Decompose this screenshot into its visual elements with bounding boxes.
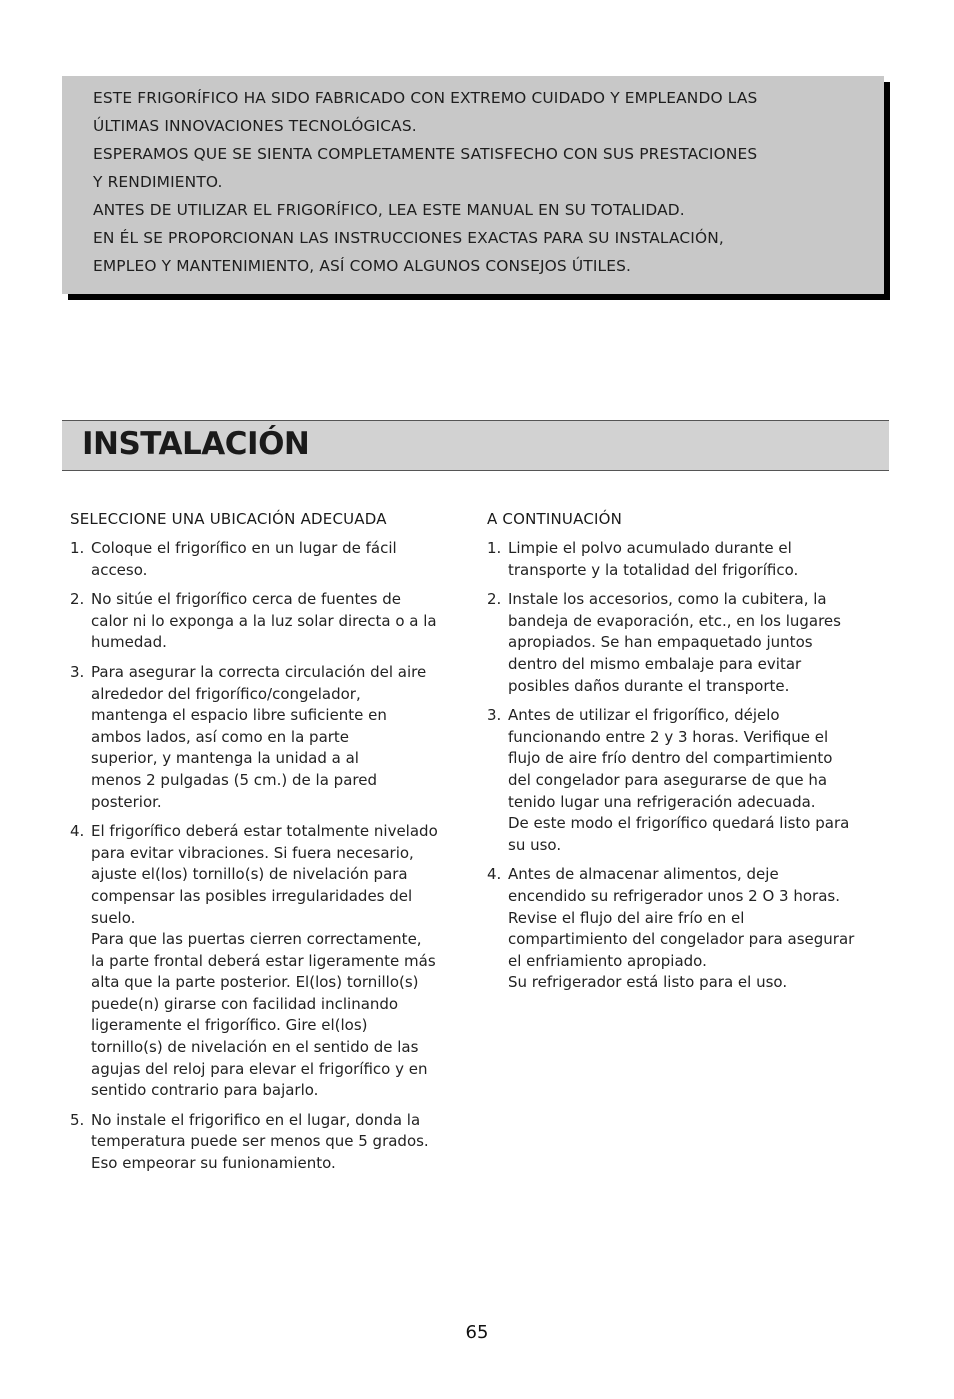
list-item-text: Limpie el polvo acumulado durante el transporte y la totalidad del frigorífico. xyxy=(508,539,799,579)
right-column xyxy=(487,508,879,1002)
intro-line: EMPLEO Y MANTENIMIENTO, ASÍ COMO ALGUNOS CONSEJOS ÚTILES. xyxy=(93,257,632,275)
list-item-number: 4. xyxy=(487,865,502,884)
left-column xyxy=(70,508,462,1183)
section-title: INSTALACIÓN xyxy=(82,426,310,462)
intro-notice-box xyxy=(62,76,884,294)
right-column-heading: A CONTINUACIÓN xyxy=(487,510,623,528)
list-item-number: 3. xyxy=(487,706,502,725)
list-item-number: 1. xyxy=(487,539,502,557)
list-item-text: Antes de almacenar alimentos, deje encendido su refrigerador unos 2 O 3 horas. Revise el flujo del aire frío en el compartimiento del congelador para asegurar el enfriamiento apropiado. Su refrigerador está listo para el uso. xyxy=(508,865,855,992)
intro-line: ÚLTIMAS INNOVACIONES TECNOLÓGICAS. xyxy=(93,117,417,135)
list-item-number: 5. xyxy=(70,1110,85,1129)
list-item xyxy=(487,589,879,697)
list-item xyxy=(487,864,879,994)
intro-line: EN ÉL SE PROPORCIONAN LAS INSTRUCCIONES EXACTAS PARA SU INSTALACIÓN, xyxy=(93,229,724,247)
intro-line: ESTE FRIGORÍFICO HA SIDO FABRICADO CON EXTREMO CUIDADO Y EMPLEANDO LAS xyxy=(93,89,758,107)
list-item-number: 1. xyxy=(70,539,85,557)
intro-line: ANTES DE UTILIZAR EL FRIGORÍFICO, LEA ESTE MANUAL EN SU TOTALIDAD. xyxy=(93,201,685,219)
intro-line: Y RENDIMIENTO. xyxy=(93,173,223,191)
list-item xyxy=(487,705,879,856)
list-item-text: El frigorífico deberá estar totalmente nivelado para evitar vibraciones. Si fuera necesario, ajuste el(los) tornillo(s) de nivelación para compensar las posibles irregularidades del suelo. Para que las puertas cierren correctamente, la parte frontal deberá estar ligeramente más alta que la parte posterior. El(los) tornillo(s) puede(n) girarse con facilidad inclinando ligeramente el frigorífico. Gire el(los) tornillo(s) de nivelación en el sentido de las agujas del reloj para elevar el frigorífico y en sentido contrario para bajarlo. xyxy=(91,822,438,1100)
list-item-text: Coloque el frigorífico en un lugar de fácil acceso. xyxy=(91,539,397,579)
intro-line: ESPERAMOS QUE SE SIENTA COMPLETAMENTE SATISFECHO CON SUS PRESTACIONES xyxy=(93,145,758,163)
left-column-heading: SELECCIONE UNA UBICACIÓN ADECUADA xyxy=(70,510,387,528)
list-item xyxy=(487,538,879,581)
list-item xyxy=(70,538,462,581)
list-item-number: 2. xyxy=(70,590,85,609)
list-item-text: Para asegurar la correcta circulación del aire alrededor del frigorífico/congelador, mantenga el espacio libre suficiente en ambos lados, así como en la parte superior, y mantenga la unidad a al menos 2 pulgadas (5 cm.) de la pared posterior. xyxy=(91,662,427,811)
list-item xyxy=(70,821,462,1102)
list-item-text: Instale los accesorios, como la cubitera, la bandeja de evaporación, etc., en los lugares apropiados. Se han empaquetado juntos dentro del mismo embalaje para evitar posibles daños durante el transporte. xyxy=(508,590,841,695)
list-item-number: 2. xyxy=(487,590,502,609)
list-item-number: 3. xyxy=(70,662,85,681)
list-item xyxy=(70,662,462,813)
list-item xyxy=(70,589,462,654)
list-item xyxy=(70,1110,462,1175)
list-item-text: Antes de utilizar el frigorífico, déjelo funcionando entre 2 y 3 horas. Verifique el flujo de aire frío dentro del compartimiento del congelador para asegurarse de que ha tenido lugar una refrigeración adecuada. De este modo el frigorífico quedará listo para su uso. xyxy=(508,706,850,854)
section-header xyxy=(62,420,889,471)
list-item-text: No sitúe el frigorífico cerca de fuentes de calor ni lo exponga a la luz solar directa o a la humedad. xyxy=(91,590,437,652)
intro-notice xyxy=(62,76,890,300)
list-item-number: 4. xyxy=(70,822,85,841)
page-number: 65 xyxy=(465,1322,489,1343)
list-item-text: No instale el frigorifico en el lugar, donda la temperatura puede ser menos que 5 grados. Eso empeorar su funionamiento. xyxy=(91,1110,429,1173)
